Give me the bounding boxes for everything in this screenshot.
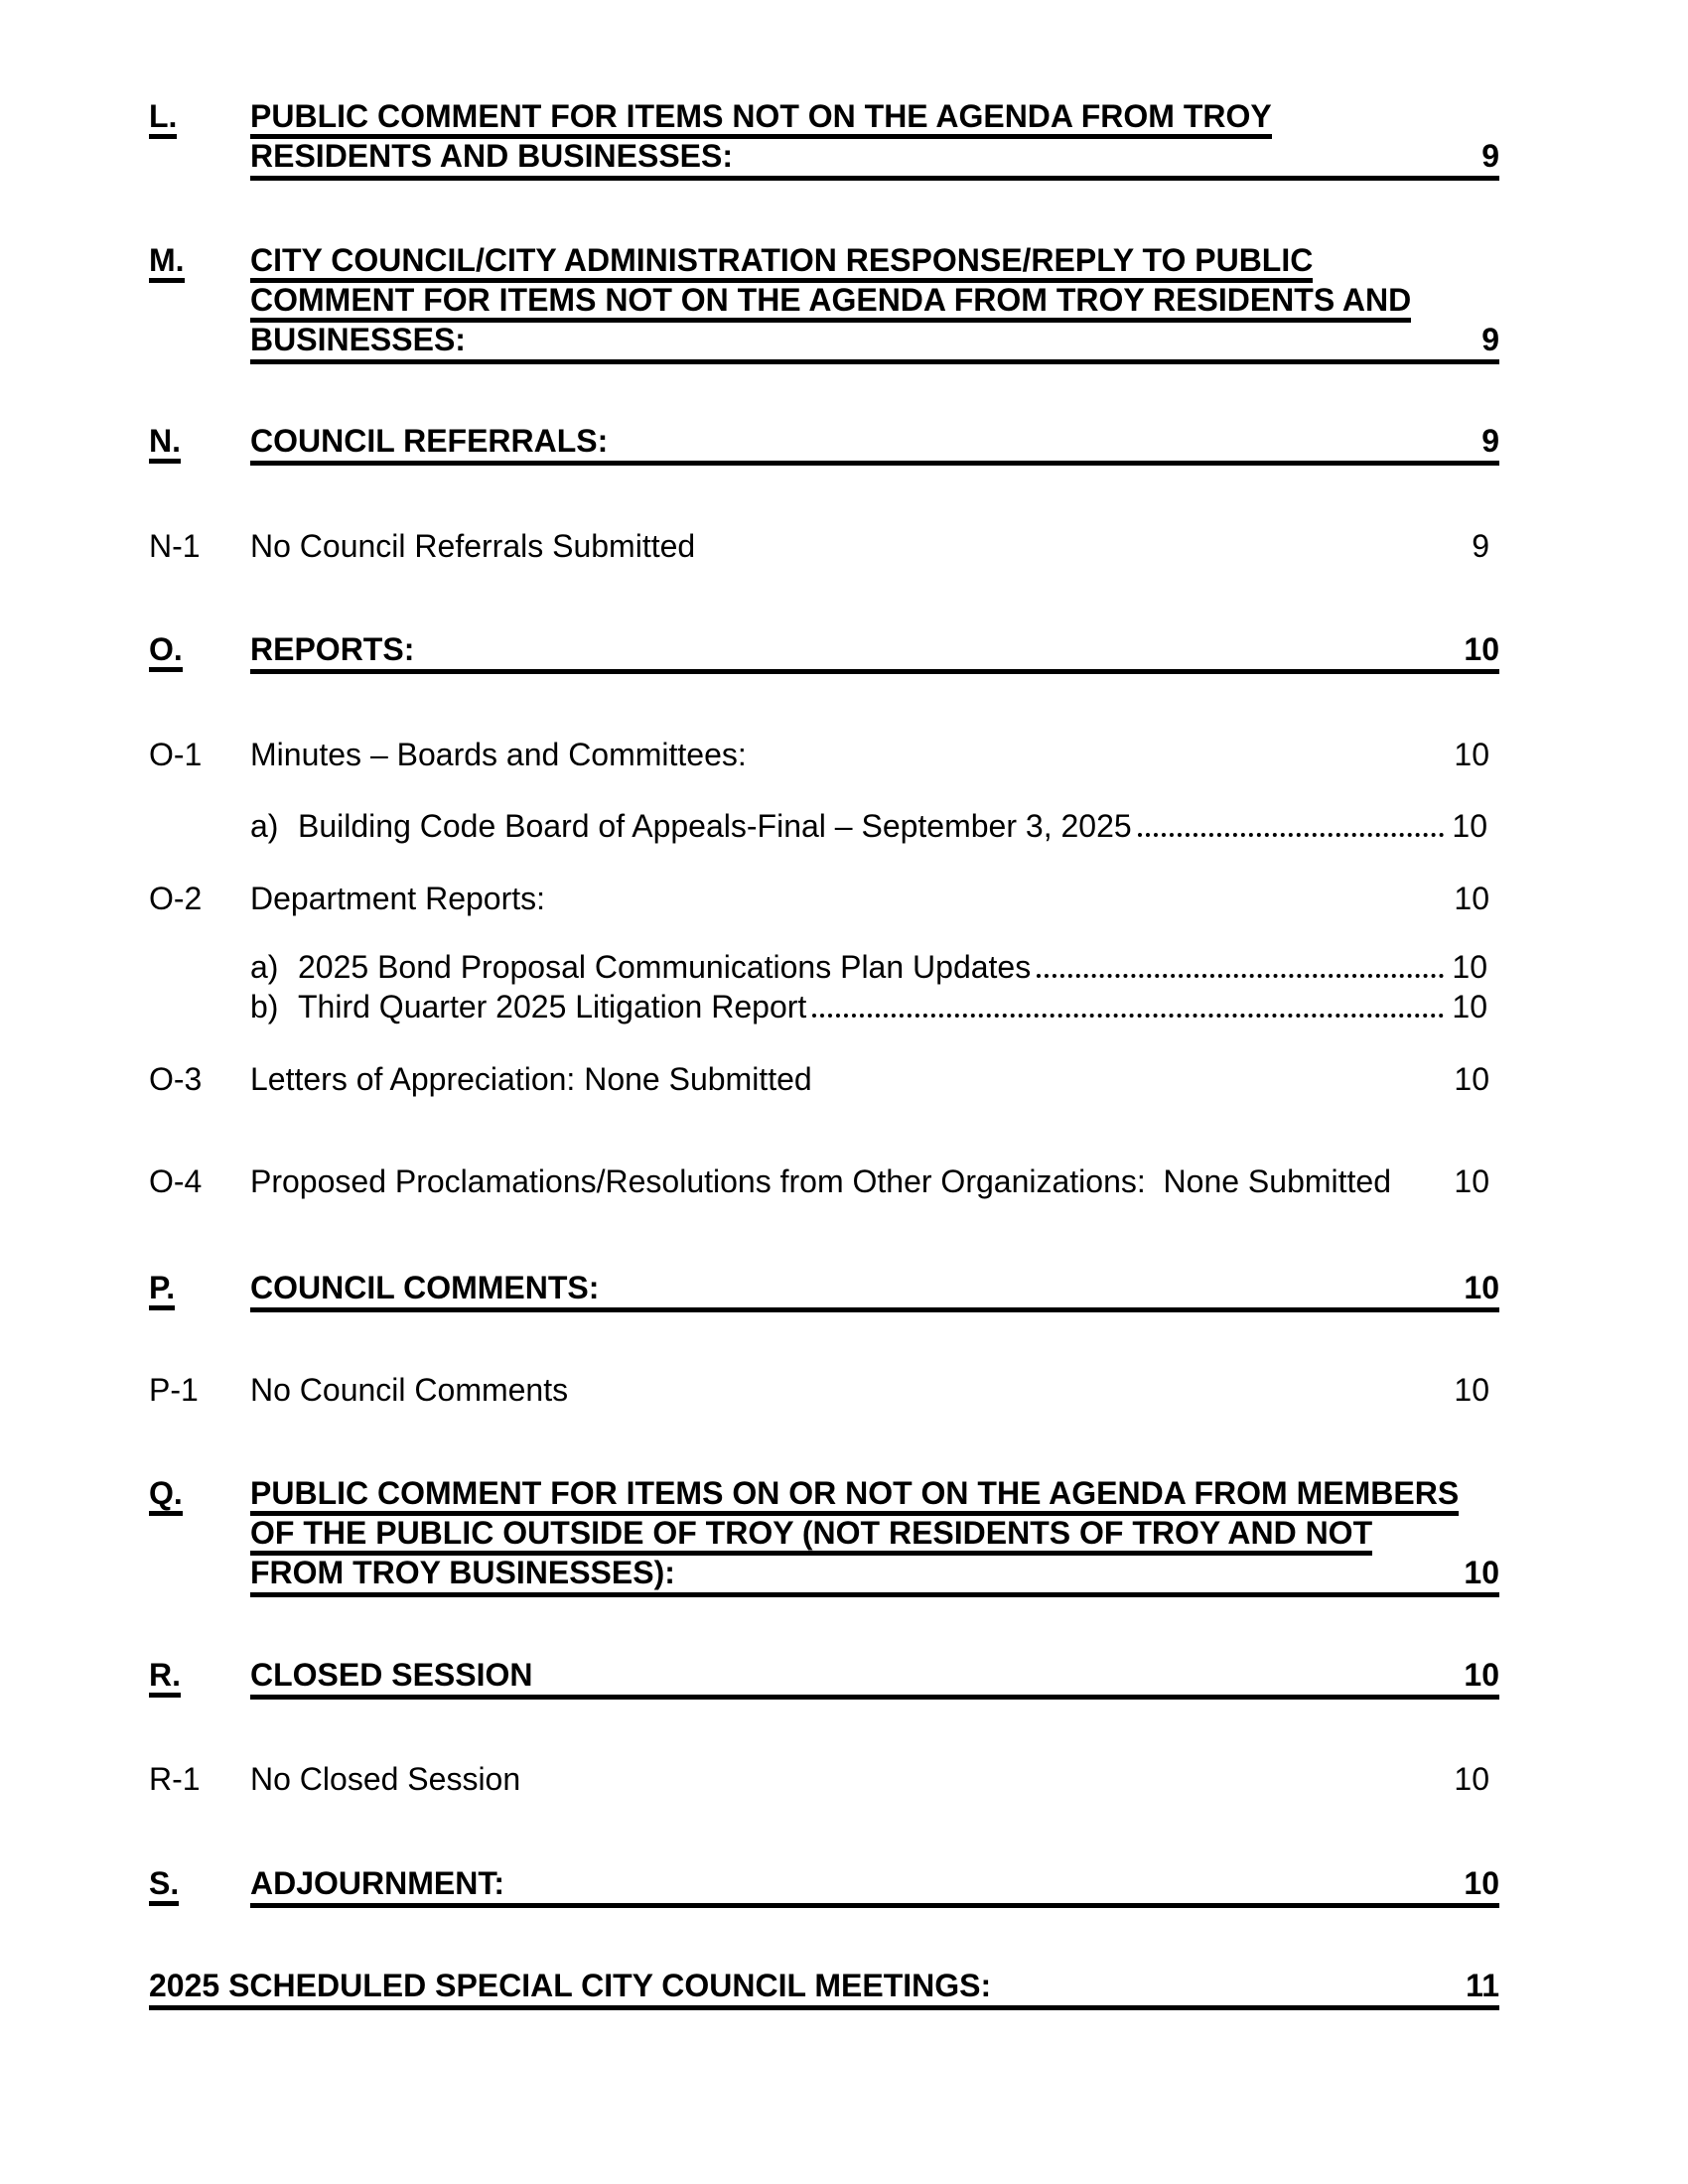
heading-line: COUNCIL REFERRALS: xyxy=(250,423,609,459)
subentry-id: b) xyxy=(250,989,279,1024)
heading-line: COMMENT FOR ITEMS NOT ON THE AGENDA FROM TROY RESIDENTS AND xyxy=(250,282,1411,323)
entry-id: O-1 xyxy=(149,737,203,772)
toc-entry-item-O-1 xyxy=(149,735,1499,774)
dot-leader xyxy=(1037,947,1444,978)
heading-line: CLOSED SESSION xyxy=(250,1657,533,1693)
page-number: 10 xyxy=(1464,631,1499,667)
page-number: 10 xyxy=(1454,1061,1489,1097)
item-text: No Council Comments xyxy=(250,1372,569,1408)
subentry-text: Building Code Board of Appeals-Final – September 3, 2025 xyxy=(298,808,1132,844)
page-number: 10 xyxy=(1454,881,1489,916)
dot-leader xyxy=(812,987,1444,1018)
entry-id: O. xyxy=(149,631,183,672)
entry-id: N. xyxy=(149,423,181,464)
toc-entry-item-O-2 xyxy=(149,879,1499,918)
heading-line: COUNCIL COMMENTS: xyxy=(250,1270,600,1305)
item-text: No Council Referrals Submitted xyxy=(250,528,696,564)
dot-leader xyxy=(1138,806,1445,837)
toc-entry-heading-L xyxy=(149,96,1499,181)
toc-entry-heading-M xyxy=(149,240,1499,364)
toc-subentry-O-2-a xyxy=(149,947,1499,987)
toc-entry-item-N-1 xyxy=(149,526,1499,566)
entry-id: O-2 xyxy=(149,881,203,916)
heading-line: PUBLIC COMMENT FOR ITEMS ON OR NOT ON THE AGENDA FROM MEMBERS xyxy=(250,1475,1459,1516)
toc-entry-heading-P xyxy=(149,1268,1499,1312)
page-number: 10 xyxy=(1452,808,1487,844)
subentry-id: a) xyxy=(250,808,279,844)
heading-line: FROM TROY BUSINESSES): xyxy=(250,1555,675,1590)
toc-entry-heading-O xyxy=(149,629,1499,674)
toc-entry-heading-special-meetings xyxy=(149,1966,1499,2010)
item-text: Proposed Proclamations/Resolutions from Other Organizations: None Submitted xyxy=(250,1163,1391,1199)
page-number: 10 xyxy=(1464,1555,1499,1590)
toc-entry-item-R-1 xyxy=(149,1759,1499,1799)
subentry-text: Third Quarter 2025 Litigation Report xyxy=(298,989,807,1024)
subentry-text: 2025 Bond Proposal Communications Plan Updates xyxy=(298,949,1032,985)
page-number: 10 xyxy=(1454,1372,1489,1408)
toc-entry-item-O-4 xyxy=(149,1161,1499,1201)
entry-id: N-1 xyxy=(149,528,201,564)
page-number: 9 xyxy=(1481,423,1499,459)
page-number: 9 xyxy=(1481,138,1499,174)
page-number: 10 xyxy=(1454,1761,1489,1797)
page-number: 10 xyxy=(1452,949,1487,985)
heading-line: ADJOURNMENT: xyxy=(250,1865,504,1901)
toc-subentry-O-1-a xyxy=(149,806,1499,846)
heading-line: 2025 SCHEDULED SPECIAL CITY COUNCIL MEETINGS: xyxy=(149,1968,992,2003)
item-text: Letters of Appreciation: None Submitted xyxy=(250,1061,812,1097)
toc-entry-item-P-1 xyxy=(149,1370,1499,1410)
page-number: 10 xyxy=(1464,1657,1499,1693)
item-text: Minutes – Boards and Committees: xyxy=(250,737,747,772)
item-text: Department Reports: xyxy=(250,881,546,916)
entry-id: M. xyxy=(149,242,185,283)
entry-id: P. xyxy=(149,1270,175,1310)
toc-entry-heading-Q xyxy=(149,1473,1499,1597)
page-number: 11 xyxy=(1466,1968,1499,2003)
page-number: 10 xyxy=(1454,737,1489,772)
item-text: No Closed Session xyxy=(250,1761,521,1797)
page-number: 10 xyxy=(1464,1270,1499,1305)
toc-entry-heading-N xyxy=(149,421,1499,466)
toc-entry-item-O-3 xyxy=(149,1059,1499,1099)
heading-line: CITY COUNCIL/CITY ADMINISTRATION RESPONSE/REPLY TO PUBLIC xyxy=(250,242,1313,283)
toc-subentry-O-2-b xyxy=(149,987,1499,1026)
toc-entry-heading-S xyxy=(149,1863,1499,1908)
entry-id: L. xyxy=(149,98,177,139)
entry-id: O-3 xyxy=(149,1061,203,1097)
toc-entry-heading-R xyxy=(149,1655,1499,1700)
page-number: 9 xyxy=(1481,322,1499,357)
heading-line: OF THE PUBLIC OUTSIDE OF TROY (NOT RESIDENTS OF TROY AND NOT xyxy=(250,1515,1372,1556)
page-number: 10 xyxy=(1452,989,1487,1024)
entry-id: Q. xyxy=(149,1475,183,1516)
heading-line: PUBLIC COMMENT FOR ITEMS NOT ON THE AGENDA FROM TROY xyxy=(250,98,1272,139)
entry-id: S. xyxy=(149,1865,179,1906)
subentry-id: a) xyxy=(250,949,279,985)
entry-id: P-1 xyxy=(149,1372,199,1408)
page-number: 10 xyxy=(1454,1163,1489,1199)
entry-id: R. xyxy=(149,1657,181,1698)
heading-line: REPORTS: xyxy=(250,631,415,667)
page-number: 10 xyxy=(1464,1865,1499,1901)
entry-id: R-1 xyxy=(149,1761,201,1797)
heading-line: RESIDENTS AND BUSINESSES: xyxy=(250,138,733,174)
heading-line: BUSINESSES: xyxy=(250,322,466,357)
page-number: 9 xyxy=(1472,528,1489,564)
entry-id: O-4 xyxy=(149,1163,203,1199)
